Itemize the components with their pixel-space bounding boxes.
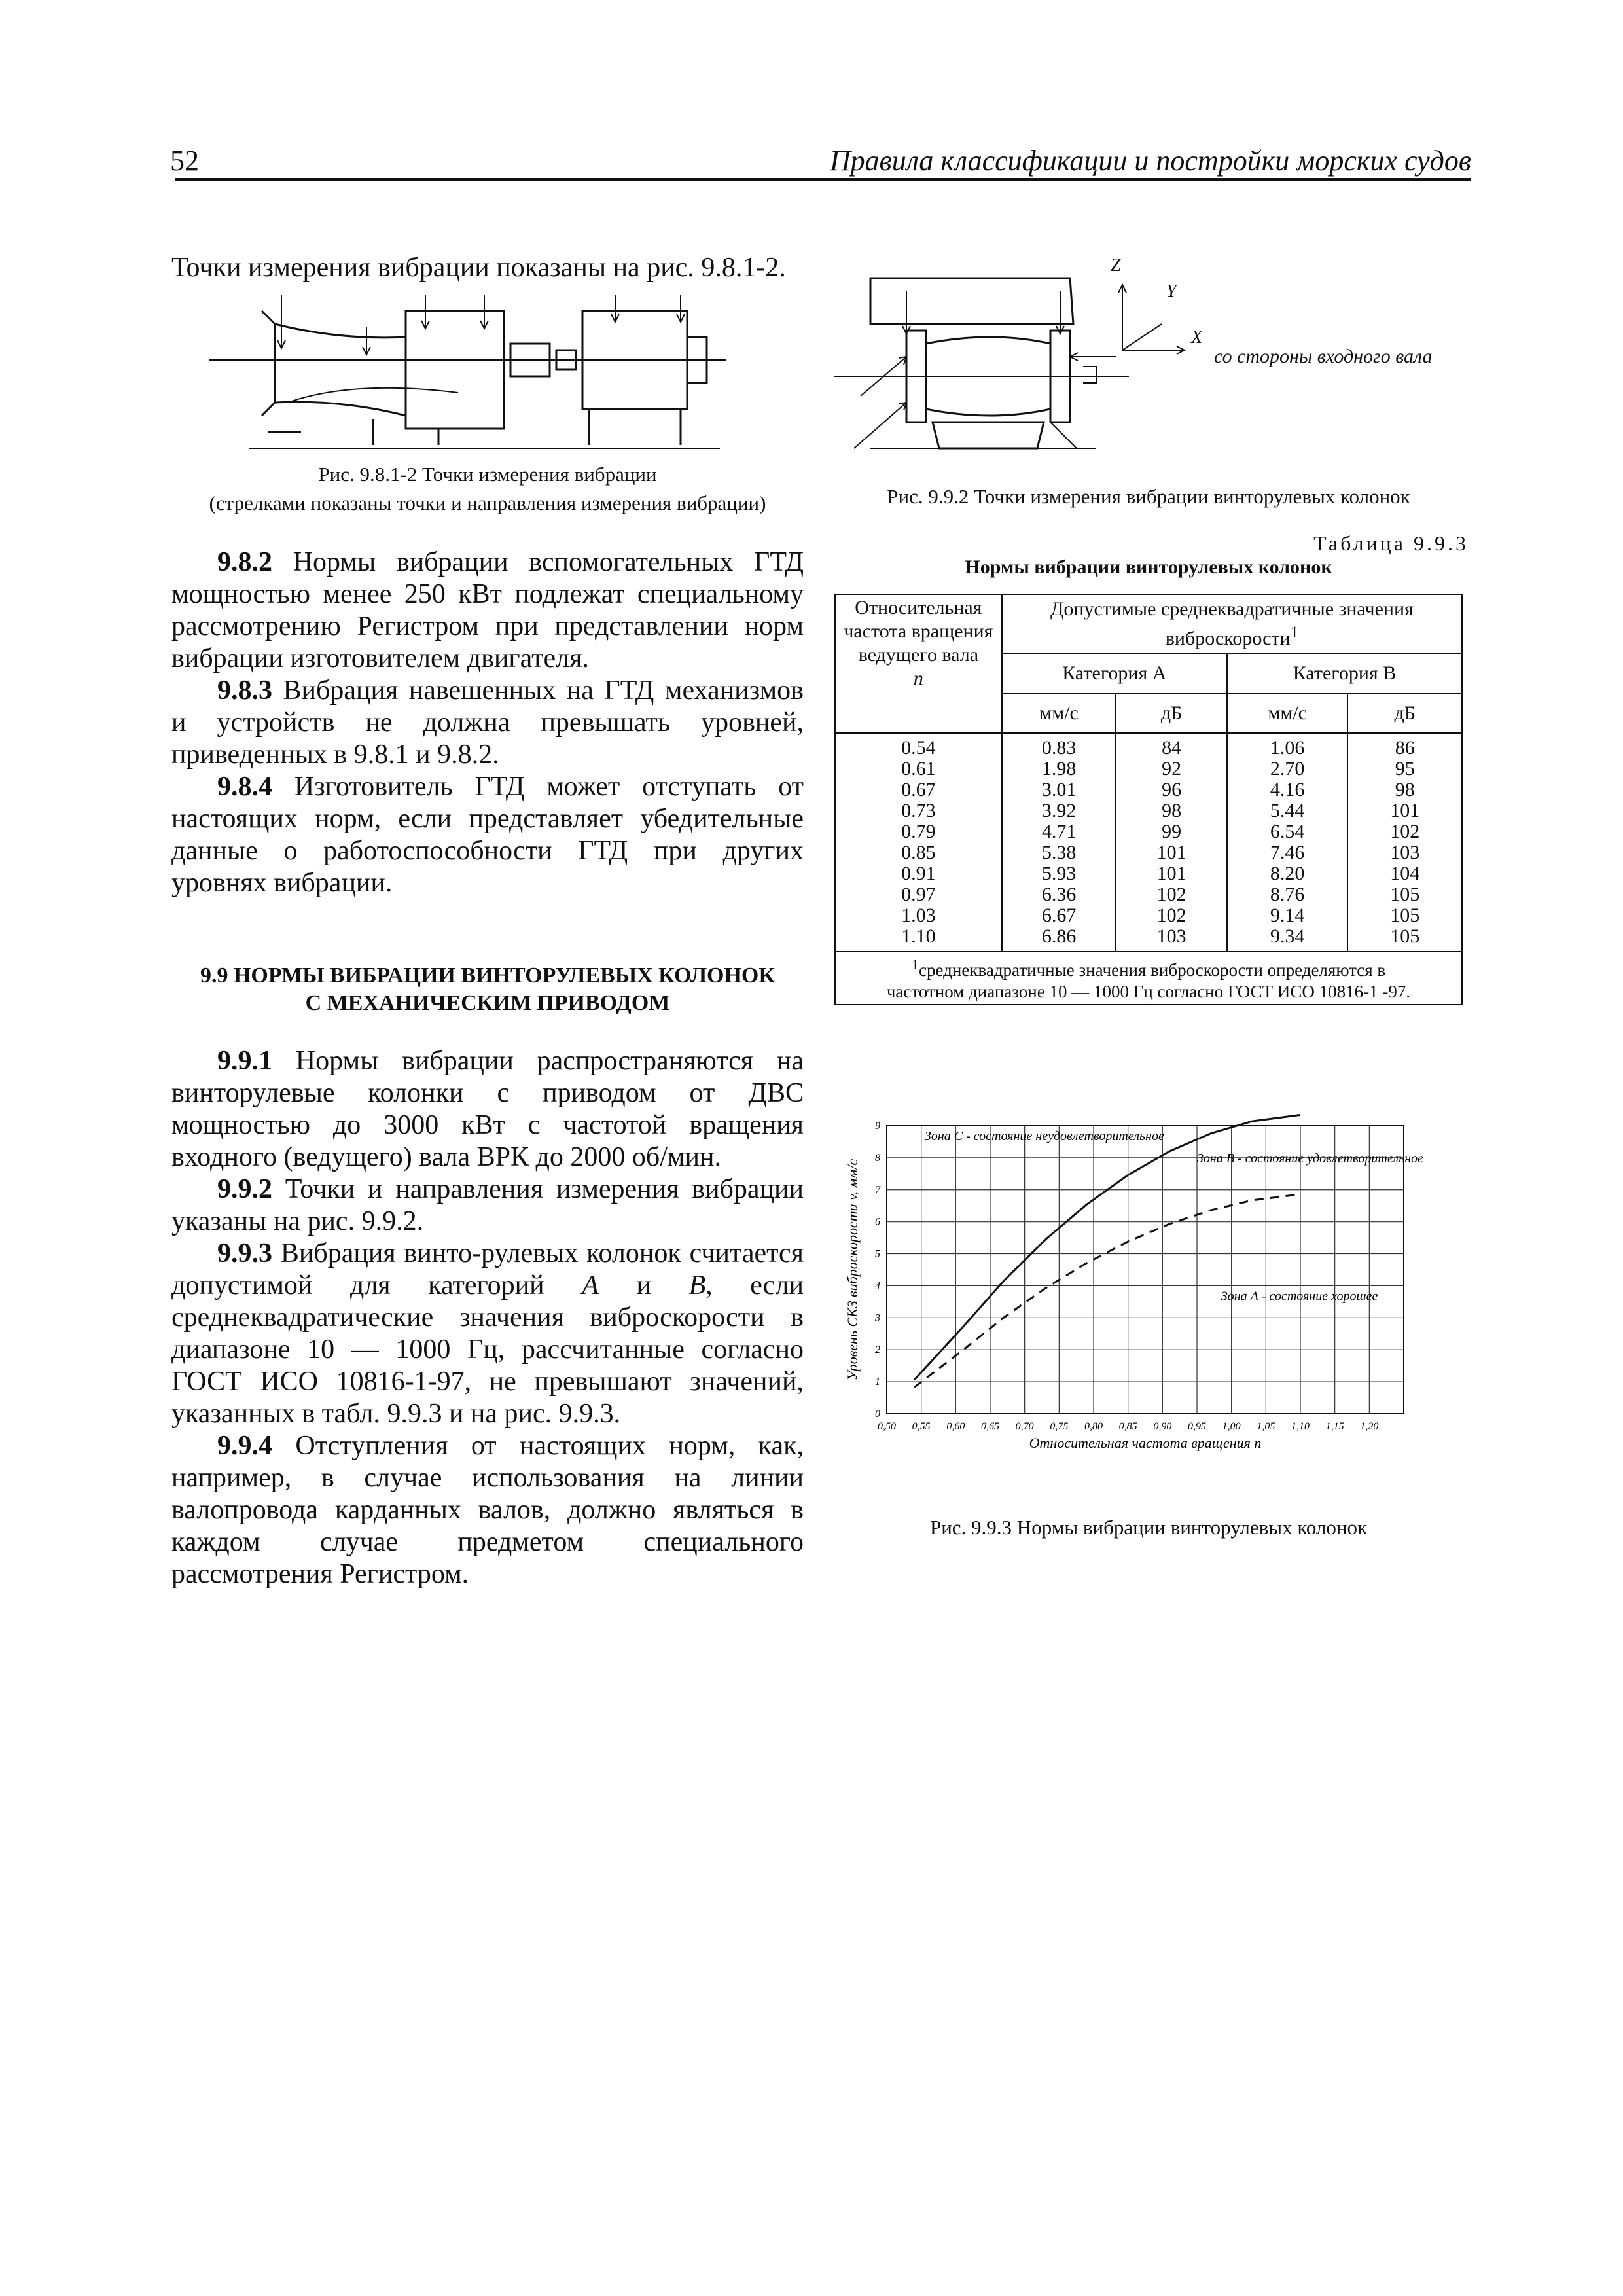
table-cell: 8.76 <box>1227 884 1348 905</box>
paragraph-993: 9.9.3 Вибрация винто-рулевых колонок считается допустимой для категорий А и В, если среднеквадратические значения виброскорости в диапазоне 10 — 1000 Гц, рассчитанные согласно ГОСТ ИСО 10816-1-97, не превышают значений, указанных в табл. 9.9.3 и на рис. 9.9.3. <box>171 1238 804 1429</box>
header-category-a: Категория А <box>1002 653 1227 694</box>
table-cell: 101 <box>1347 800 1462 821</box>
table-cell: 3.01 <box>1002 780 1116 800</box>
paragraph-982: 9.8.2 Нормы вибрации вспомогательных ГТД мощностью менее 250 кВт подлежат специальному рассмотрению Регистром при представлении норм вибрации изготовителем двигателя. <box>171 547 804 673</box>
x-tick-label: 1,00 <box>1222 1421 1241 1432</box>
table-cell: 1.98 <box>1002 759 1116 780</box>
table-cell: 0.91 <box>835 863 1002 884</box>
table-cell: 103 <box>1347 842 1462 863</box>
header-unit-db: дБ <box>1347 694 1462 733</box>
axis-y-label: Y <box>1166 281 1177 302</box>
y-tick-label: 5 <box>875 1248 880 1260</box>
table-cell: 0.85 <box>835 842 1002 863</box>
table-cell: 0.54 <box>835 733 1002 759</box>
table-cell: 86 <box>1347 733 1462 759</box>
paragraph-983: 9.8.3 Вибрация навешенных на ГТД механизмов и устройств не должна превышать уровней, приведенных в 9.8.1 и 9.8.2. <box>171 675 804 770</box>
zone-a-label: Зона А - состояние хорошее <box>1221 1289 1378 1304</box>
table-cell: 6.67 <box>1002 905 1116 926</box>
table-cell: 3.92 <box>1002 800 1116 821</box>
table-cell: 105 <box>1347 926 1462 952</box>
figure-981-caption: Рис. 9.8.1-2 Точки измерения вибрации (стрелками показаны точки и направления измерения вибрации) <box>209 463 766 514</box>
table-cell: 5.44 <box>1227 800 1348 821</box>
zone-c-label: Зона С - состояние неудовлетворительное <box>924 1129 1164 1143</box>
y-tick-label: 7 <box>875 1184 880 1196</box>
table-cell: 9.14 <box>1227 905 1348 926</box>
x-axis-label: Относительная частота вращения n <box>1029 1435 1262 1451</box>
header-category-b: Категория В <box>1227 653 1462 694</box>
x-tick-label: 0,60 <box>946 1421 965 1432</box>
table-row <box>835 821 1462 842</box>
x-tick-label: 1,15 <box>1325 1421 1344 1432</box>
y-tick-label: 6 <box>875 1216 880 1228</box>
table-cell: 0.97 <box>835 884 1002 905</box>
y-tick-label: 8 <box>875 1152 880 1164</box>
table-row <box>835 863 1462 884</box>
table-cell: 99 <box>1116 821 1227 842</box>
x-tick-label: 0,70 <box>1015 1421 1034 1432</box>
table-cell: 7.46 <box>1227 842 1348 863</box>
table-cell: 98 <box>1347 780 1462 800</box>
table-cell: 105 <box>1347 905 1462 926</box>
axis-z-label: Z <box>1111 255 1121 276</box>
input-shaft-note: со стороны входного вала <box>1214 346 1433 367</box>
table-cell: 103 <box>1116 926 1227 952</box>
header-relative-frequency: Относительная частота вращения ведущего вала n <box>835 594 1002 733</box>
x-tick-label: 0,65 <box>981 1421 999 1432</box>
y-tick-label: 4 <box>875 1280 880 1292</box>
table-cell: 4.16 <box>1227 780 1348 800</box>
table-label: Таблица 9.9.3 <box>1313 531 1469 555</box>
x-tick-label: 0,90 <box>1153 1421 1172 1432</box>
table-cell: 101 <box>1116 863 1227 884</box>
section-99-paragraphs <box>171 1045 804 1590</box>
table-row <box>835 780 1462 800</box>
table-body <box>835 733 1462 952</box>
table-cell: 102 <box>1116 884 1227 905</box>
table-cell: 6.86 <box>1002 926 1116 952</box>
figure-993-chart <box>834 1113 1463 1499</box>
table-row <box>835 759 1462 780</box>
table-cell: 6.54 <box>1227 821 1348 842</box>
figure-993-caption: Рис. 9.9.3 Нормы вибрации винторулевых колонок <box>929 1516 1368 1539</box>
paragraph-984: 9.8.4 Изготовитель ГТД может отступать от настоящих норм, если представляет убедительные данные о работоспособности ГТД при других уровнях вибрации. <box>171 772 804 898</box>
table-footnote: $^1$среднеквадратичные значения виброскорости определяются в частотном диапазоне 10 — 1000 Гц согласно ГОСТ ИСО 10816-1 -97. <box>835 952 1462 1005</box>
x-tick-label: 1,05 <box>1257 1421 1275 1432</box>
header-rule <box>175 178 1471 181</box>
y-tick-label: 0 <box>875 1408 880 1420</box>
table-cell: 105 <box>1347 884 1462 905</box>
y-tick-label: 2 <box>875 1344 880 1356</box>
x-tick-label: 0,50 <box>878 1421 896 1432</box>
table-cell: 84 <box>1116 733 1227 759</box>
table-cell: 9.34 <box>1227 926 1348 952</box>
table-cell: 1.03 <box>835 905 1002 926</box>
y-tick-label: 1 <box>875 1376 880 1388</box>
page-number: 52 <box>170 145 199 177</box>
table-row <box>835 842 1462 863</box>
running-title: Правила классификации и постройки морских судов <box>829 145 1471 177</box>
header-unit-db: дБ <box>1116 694 1227 733</box>
x-tick-label: 0,75 <box>1050 1421 1069 1432</box>
paragraph-994: 9.9.4 Отступления от настоящих норм, как, например, в случае использования на линии валопровода карданных валов, должно являться в каждом случае предметом специального рассмотрения Регистром. <box>171 1431 804 1589</box>
table-cell: 98 <box>1116 800 1227 821</box>
table-cell: 1.10 <box>835 926 1002 952</box>
table-cell: 0.73 <box>835 800 1002 821</box>
table-cell: 0.61 <box>835 759 1002 780</box>
table-cell: 5.38 <box>1002 842 1116 863</box>
x-tick-label: 0,55 <box>912 1421 931 1432</box>
intro-text: Точки измерения вибрации показаны на рис. 9.8.1-2. <box>171 253 786 283</box>
axis-x-label: X <box>1191 327 1203 348</box>
table-row <box>835 733 1462 759</box>
table-cell: 6.36 <box>1002 884 1116 905</box>
y-axis-label: Уровень СКЗ виброскорости v, мм/с <box>844 1158 861 1381</box>
table-cell: 5.93 <box>1002 863 1116 884</box>
table-row <box>835 884 1462 905</box>
table-cell: 0.83 <box>1002 733 1116 759</box>
section-98-paragraphs <box>171 547 804 899</box>
paragraph-992: 9.9.2 Точки и направления измерения вибрации указаны на рис. 9.9.2. <box>171 1174 804 1236</box>
table-cell: 102 <box>1347 821 1462 842</box>
table-row <box>835 800 1462 821</box>
y-tick-label: 3 <box>875 1312 880 1324</box>
table-row <box>835 926 1462 952</box>
table-cell: 8.20 <box>1227 863 1348 884</box>
x-tick-label: 0,80 <box>1084 1421 1103 1432</box>
paragraph-991: 9.9.1 Нормы вибрации распространяются на винторулевые колонки с приводом от ДВС мощностью до 3000 кВт с частотой вращения входного (ведущего) вала ВРК до 2000 об/мин. <box>171 1046 804 1172</box>
x-tick-label: 0,95 <box>1188 1421 1206 1432</box>
table-cell: 96 <box>1116 780 1227 800</box>
plot-frame <box>887 1126 1404 1414</box>
y-tick-label: 9 <box>875 1121 880 1132</box>
header-allowed-values: Допустимые среднеквадратичные значения виброскорости$^1$ <box>1002 594 1462 653</box>
header-unit-mms: мм/с <box>1227 694 1348 733</box>
table-row <box>835 905 1462 926</box>
section-99-heading: 9.9 НОРМЫ ВИБРАЦИИ ВИНТОРУЛЕВЫХ КОЛОНОК С МЕХАНИЧЕСКИМ ПРИВОДОМ <box>200 963 776 1015</box>
table-cell: 95 <box>1347 759 1462 780</box>
header-unit-mms: мм/с <box>1002 694 1116 733</box>
vibration-norms-table <box>834 594 1463 1005</box>
figure-992-caption: Рис. 9.9.2 Точки измерения вибрации винторулевых колонок <box>887 485 1410 508</box>
table-cell: 0.79 <box>835 821 1002 842</box>
table-cell: 101 <box>1116 842 1227 863</box>
zone-b-label: Зона В - состояние удовлетворительное <box>1197 1151 1423 1166</box>
x-tick-label: 0,85 <box>1118 1421 1137 1432</box>
table-cell: 2.70 <box>1227 759 1348 780</box>
table-cell: 1.06 <box>1227 733 1348 759</box>
table-title: Нормы вибрации винторулевых колонок <box>965 556 1332 578</box>
table-cell: 104 <box>1347 863 1462 884</box>
x-tick-label: 1,10 <box>1291 1421 1310 1432</box>
figure-981-drawing <box>209 288 772 452</box>
table-cell: 102 <box>1116 905 1227 926</box>
table-cell: 0.67 <box>835 780 1002 800</box>
x-tick-label: 1,20 <box>1360 1421 1379 1432</box>
table-cell: 92 <box>1116 759 1227 780</box>
table-cell: 4.71 <box>1002 821 1116 842</box>
